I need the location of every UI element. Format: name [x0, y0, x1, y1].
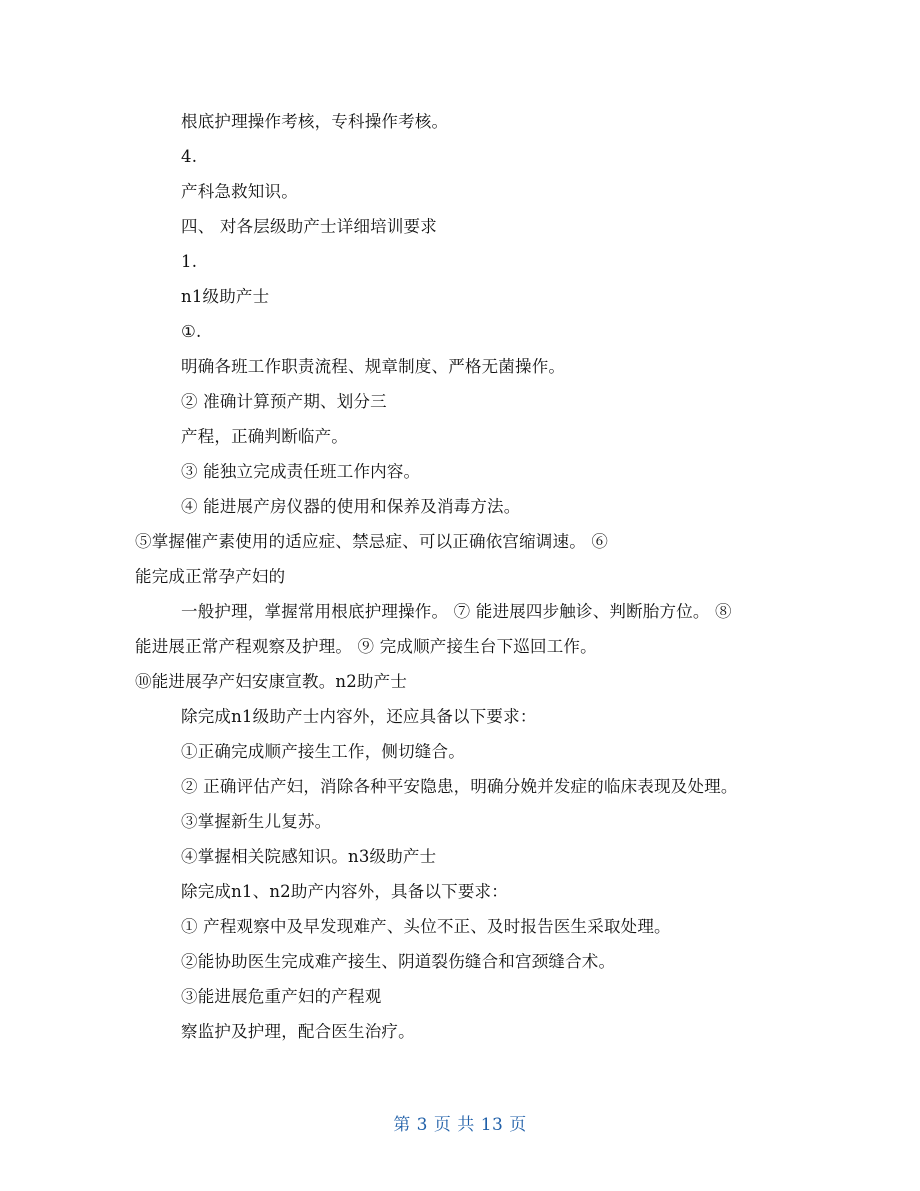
text-line: 产程，正确判断临产。 [181, 427, 348, 446]
text-line: ⑩能进展孕产妇安康宣教。n2助产士 [135, 672, 408, 691]
text-line: 产科急救知识。 [181, 182, 298, 201]
text-line: 明确各班工作职责流程、规章制度、严格无菌操作。 [181, 357, 566, 376]
text-line: 根底护理操作考核，专科操作考核。 [181, 112, 449, 131]
text-line: ② 正确评估产妇，消除各种平安隐患，明确分娩并发症的临床表现及处理。 [181, 777, 738, 796]
subsection-heading: n1级助产士 [181, 287, 270, 306]
text-line: 能进展正常产程观察及护理。 ⑨ 完成顺产接生台下巡回工作。 [135, 637, 597, 656]
page-number: 第 3 页 共 13 页 [393, 1115, 527, 1135]
text-line: 除完成n1级助产士内容外，还应具备以下要求： [181, 707, 537, 726]
section-heading: 四、 对各层级助产士详细培训要求 [181, 217, 437, 236]
text-line: 一般护理，掌握常用根底护理操作。 ⑦ 能进展四步触诊、判断胎方位。 ⑧ [181, 602, 732, 621]
text-line: 察监护及护理，配合医生治疗。 [181, 1022, 415, 1041]
text-line: ⑤掌握催产素使用的适应症、禁忌症、可以正确依宫缩调速。 ⑥ [135, 532, 609, 551]
text-line: ①. [181, 322, 202, 341]
text-line: ①正确完成顺产接生工作，侧切缝合。 [181, 742, 465, 761]
text-line: 除完成n1、n2助产内容外，具备以下要求： [181, 882, 508, 901]
text-line: ③掌握新生儿复苏。 [181, 812, 332, 831]
text-line: ④ 能进展产房仪器的使用和保养及消毒方法。 [181, 497, 521, 516]
text-line: ③能进展危重产妇的产程观 [181, 987, 382, 1006]
text-line: ① 产程观察中及早发现难产、头位不正、及时报告医生采取处理。 [181, 917, 671, 936]
text-line: 4. [181, 147, 198, 166]
text-line: 能完成正常孕产妇的 [135, 567, 286, 586]
text-line: ② 准确计算预产期、划分三 [181, 392, 387, 411]
text-line: ③ 能独立完成责任班工作内容。 [181, 462, 421, 481]
text-line: ②能协助医生完成难产接生、阴道裂伤缝合和宫颈缝合术。 [181, 952, 616, 971]
text-line: ④掌握相关院感知识。n3级助产士 [181, 847, 437, 866]
text-line: 1. [181, 252, 198, 271]
